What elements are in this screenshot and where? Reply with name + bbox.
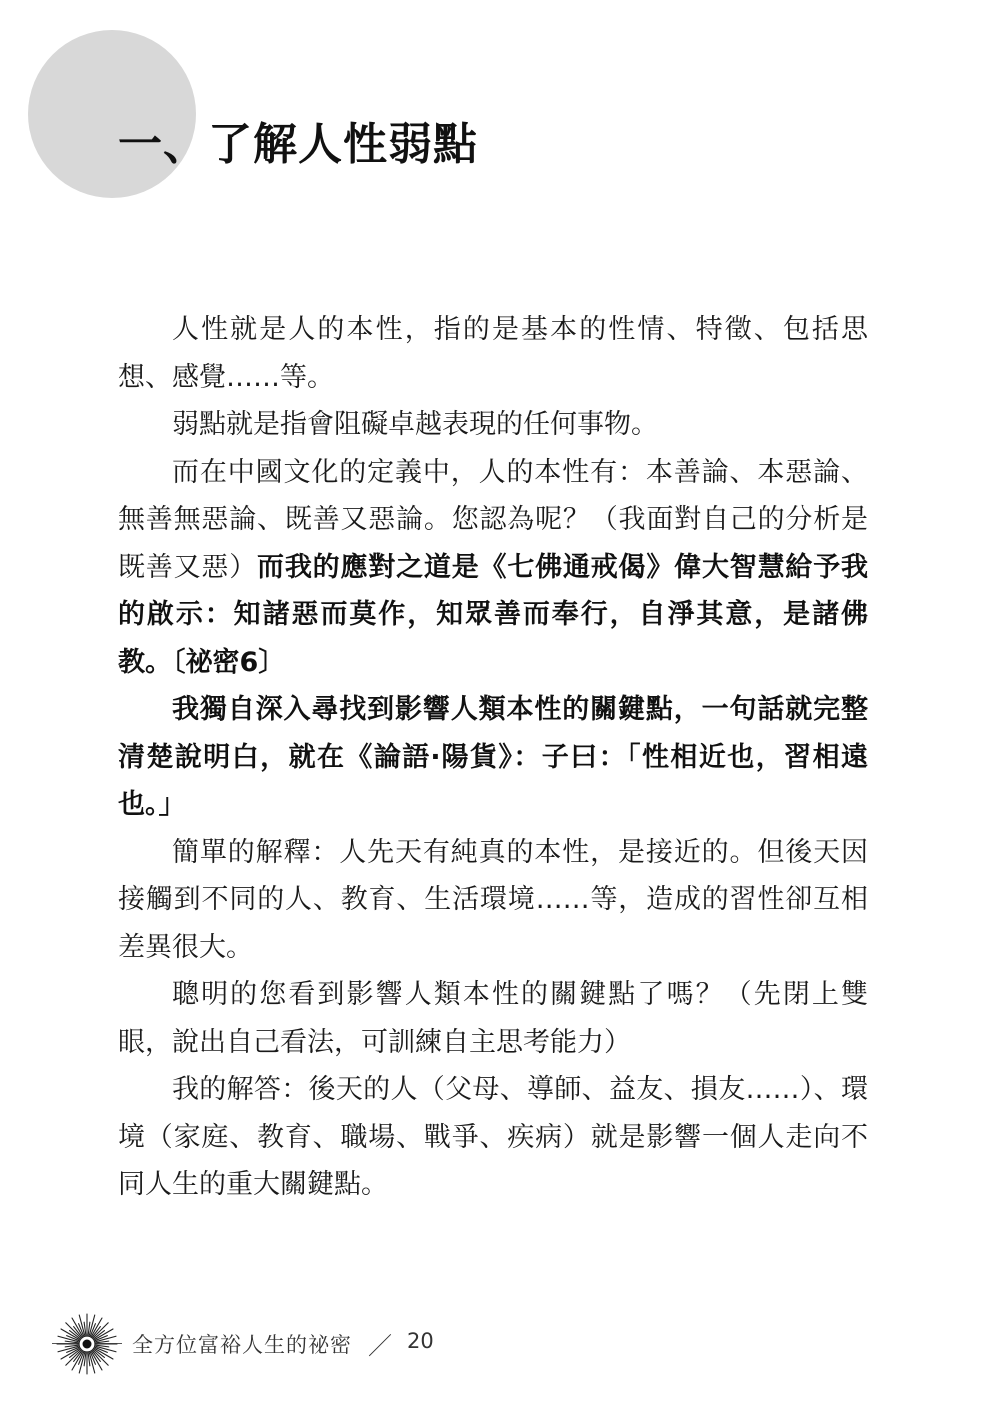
paragraph-definition-human-nature: 人性就是人的本性，指的是基本的性情、特徵、包括思想、感覺……等。 <box>118 314 868 393</box>
page-footer <box>52 1312 472 1376</box>
paragraph-definition-weakness: 弱點就是指會阻礙卓越表現的任何事物。 <box>172 409 658 440</box>
page-number: 20 <box>407 1329 434 1353</box>
footer-book-title: 全方位富裕人生的祕密 <box>132 1333 352 1357</box>
chapter-title: 一、了解人性弱點 <box>118 119 478 170</box>
paragraph-key-point-analects: 我獨自深入尋找到影響人類本性的關鍵點，一句話就完整清楚說明白，就在《論語‧陽貨》：子曰：「性相近也，習相遠也。」 <box>118 694 868 820</box>
paragraph-simple-explanation: 簡單的解釋：人先天有純真的本性，是接近的。但後天因接觸到不同的人、教育、生活環境……等，造成的習性卻互相差異很大。 <box>118 836 868 963</box>
paragraph-question-to-reader: 聰明的您看到影響人類本性的關鍵點了嗎？（先閉上雙眼，說出自己看法，可訓練自主思考能力） <box>118 979 868 1058</box>
paragraph-chinese-culture-emphasis: 而我的應對之道是《七佛通戒偈》偉大智慧給予我的啟示：知諸惡而莫作，知眾善而奉行，自淨其意，是諸佛教。〔祕密6〕 <box>118 551 869 678</box>
paragraph-my-answer: 我的解答：後天的人（父母、導師、益友、損友……）、環境（家庭、教育、職場、戰爭、疾病）就是影響一個人走向不同人生的重大關鍵點。 <box>118 1074 868 1200</box>
paragraph-chinese-culture-text: 而在中國文化的定義中，人的本性有：本善論、本惡論、無善無惡論、既善又惡論。您認為呢？（我面對自己的分析是既善又惡） <box>118 456 868 583</box>
footer-separator: ／ <box>368 1332 392 1360</box>
body-text <box>118 306 868 1209</box>
paragraph-chinese-culture <box>118 449 868 687</box>
starburst-icon <box>55 1312 119 1376</box>
